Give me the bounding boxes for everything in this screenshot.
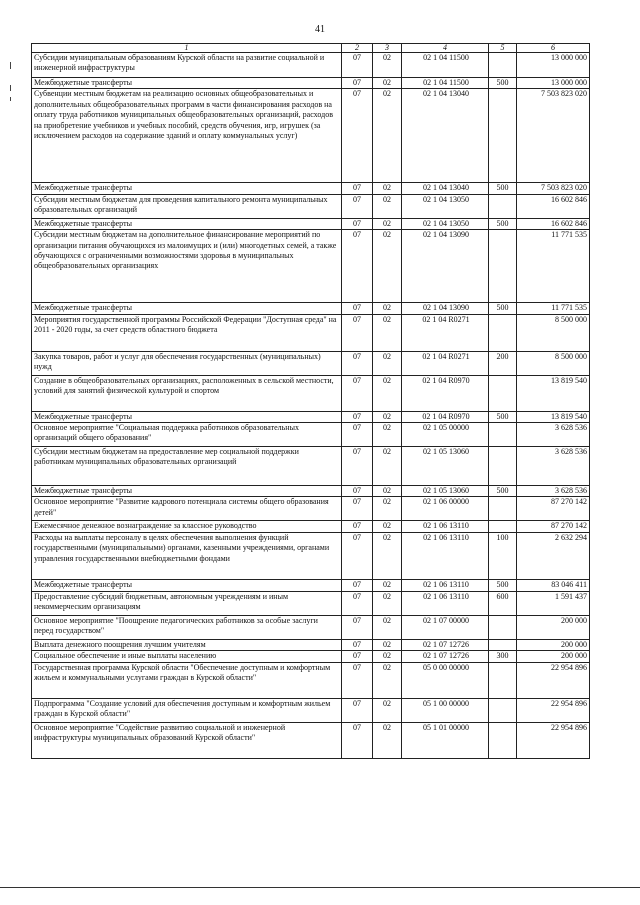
row-subsection: 02 <box>373 591 402 615</box>
row-target-code: 02 1 05 00000 <box>402 423 489 447</box>
row-section: 07 <box>342 591 373 615</box>
row-expense-kind <box>489 698 517 722</box>
row-section: 07 <box>342 651 373 662</box>
column-header: 5 <box>489 44 517 53</box>
row-name: Межбюджетные трансферты <box>32 78 342 89</box>
row-subsection: 02 <box>373 698 402 722</box>
row-section: 07 <box>342 447 373 486</box>
row-expense-kind <box>489 447 517 486</box>
row-subsection: 02 <box>373 89 402 183</box>
row-target-code: 02 1 04 R0271 <box>402 351 489 375</box>
row-name: Субвенции местным бюджетам на реализацию основных общеобразовательных и дополнительных общеобразовательных программ в части финансирования расходов на оплату труда работников муниципальных общеобразовательных организаций, расходов на приобретение учебников и учебных пособий, средств обучения, игр, игрушек (за исключением расходов на содержание зданий и оплату коммунальных услуг) <box>32 89 342 183</box>
row-name: Мероприятия государственной программы Российской Федерации "Доступная среда" на 2011 - 2020 годы, за счет средств областного бюджета <box>32 314 342 351</box>
row-subsection: 02 <box>373 423 402 447</box>
row-target-code: 02 1 06 13110 <box>402 579 489 591</box>
row-expense-kind <box>489 615 517 639</box>
column-header: 2 <box>342 44 373 53</box>
row-expense-kind <box>489 423 517 447</box>
row-expense-kind: 200 <box>489 351 517 375</box>
row-name: Субсидии местным бюджетам на предоставление мер социальной поддержки работникам муниципальных образовательных организаций <box>32 447 342 486</box>
row-expense-kind: 500 <box>489 78 517 89</box>
column-header: 4 <box>402 44 489 53</box>
row-subsection: 02 <box>373 411 402 422</box>
row-section: 07 <box>342 698 373 722</box>
row-amount: 1 591 437 <box>517 591 590 615</box>
table-row <box>32 579 590 591</box>
row-expense-kind <box>489 194 517 218</box>
margin-mark <box>10 62 11 69</box>
row-amount: 2 632 294 <box>517 532 590 579</box>
row-expense-kind <box>489 722 517 758</box>
row-subsection: 02 <box>373 230 402 303</box>
row-subsection: 02 <box>373 447 402 486</box>
row-expense-kind <box>489 89 517 183</box>
row-amount: 3 628 536 <box>517 486 590 497</box>
row-section: 07 <box>342 423 373 447</box>
row-amount: 3 628 536 <box>517 423 590 447</box>
row-subsection: 02 <box>373 521 402 532</box>
table-row <box>32 486 590 497</box>
row-expense-kind <box>489 230 517 303</box>
row-section: 07 <box>342 89 373 183</box>
row-section: 07 <box>342 532 373 579</box>
row-name: Ежемесячное денежное вознаграждение за классное руководство <box>32 521 342 532</box>
row-subsection: 02 <box>373 194 402 218</box>
row-name: Основное мероприятие "Развитие кадрового потенциала системы общего образования детей" <box>32 497 342 521</box>
row-amount: 83 046 411 <box>517 579 590 591</box>
row-amount: 8 500 000 <box>517 351 590 375</box>
row-subsection: 02 <box>373 351 402 375</box>
row-target-code: 02 1 07 00000 <box>402 615 489 639</box>
row-subsection: 02 <box>373 497 402 521</box>
row-name: Подпрограмма "Создание условий для обеспечения доступным и комфортным жильем граждан в Курской области" <box>32 698 342 722</box>
row-amount: 22 954 896 <box>517 698 590 722</box>
row-name: Государственная программа Курской области "Обеспечение доступным и комфортным жильем и коммунальными услугами граждан в Курской области" <box>32 662 342 698</box>
row-expense-kind <box>489 53 517 78</box>
row-expense-kind <box>489 639 517 650</box>
row-name: Закупка товаров, работ и услуг для обеспечения государственных (муниципальных) нужд <box>32 351 342 375</box>
row-target-code: 02 1 04 11500 <box>402 53 489 78</box>
row-amount: 200 000 <box>517 615 590 639</box>
table-header-row <box>32 44 590 53</box>
row-subsection: 02 <box>373 651 402 662</box>
row-target-code: 02 1 04 13050 <box>402 218 489 229</box>
row-subsection: 02 <box>373 314 402 351</box>
row-name: Социальное обеспечение и иные выплаты населению <box>32 651 342 662</box>
row-name: Основное мероприятие "Социальная поддержка работников образовательных организаций общего образования" <box>32 423 342 447</box>
table-row <box>32 722 590 758</box>
table-row <box>32 314 590 351</box>
margin-mark <box>10 97 11 101</box>
table-row <box>32 89 590 183</box>
row-expense-kind: 300 <box>489 651 517 662</box>
row-section: 07 <box>342 722 373 758</box>
row-expense-kind: 500 <box>489 579 517 591</box>
row-name: Межбюджетные трансферты <box>32 218 342 229</box>
row-amount: 22 954 896 <box>517 662 590 698</box>
row-target-code: 02 1 04 13090 <box>402 230 489 303</box>
row-target-code: 02 1 05 13060 <box>402 486 489 497</box>
table-row <box>32 447 590 486</box>
table-row <box>32 411 590 422</box>
row-subsection: 02 <box>373 662 402 698</box>
row-section: 07 <box>342 486 373 497</box>
row-subsection: 02 <box>373 218 402 229</box>
row-expense-kind <box>489 662 517 698</box>
page-number: 41 <box>315 24 325 35</box>
row-subsection: 02 <box>373 53 402 78</box>
row-amount: 200 000 <box>517 651 590 662</box>
row-target-code: 02 1 07 12726 <box>402 639 489 650</box>
row-target-code: 02 1 04 13090 <box>402 303 489 314</box>
row-amount: 8 500 000 <box>517 314 590 351</box>
row-expense-kind <box>489 521 517 532</box>
row-name: Субсидии муниципальным образованиям Курской области на развитие социальной и инженерной инфраструктуры <box>32 53 342 78</box>
row-target-code: 02 1 04 13040 <box>402 89 489 183</box>
row-expense-kind: 500 <box>489 218 517 229</box>
row-amount: 7 503 823 020 <box>517 89 590 183</box>
row-target-code: 02 1 04 13050 <box>402 194 489 218</box>
row-name: Создание в общеобразовательных организациях, расположенных в сельской местности, условий для занятий физической культурой и спортом <box>32 375 342 411</box>
row-target-code: 02 1 06 13110 <box>402 521 489 532</box>
row-section: 07 <box>342 497 373 521</box>
table-row <box>32 53 590 78</box>
row-subsection: 02 <box>373 722 402 758</box>
row-amount: 22 954 896 <box>517 722 590 758</box>
table-row <box>32 639 590 650</box>
row-section: 07 <box>342 78 373 89</box>
row-name: Межбюджетные трансферты <box>32 183 342 194</box>
row-section: 07 <box>342 183 373 194</box>
row-expense-kind: 500 <box>489 411 517 422</box>
footer-divider <box>0 887 640 888</box>
row-subsection: 02 <box>373 579 402 591</box>
row-expense-kind: 600 <box>489 591 517 615</box>
row-target-code: 02 1 04 11500 <box>402 78 489 89</box>
row-amount: 13 000 000 <box>517 78 590 89</box>
row-section: 07 <box>342 579 373 591</box>
row-amount: 16 602 846 <box>517 218 590 229</box>
row-expense-kind: 500 <box>489 486 517 497</box>
row-amount: 3 628 536 <box>517 447 590 486</box>
table-row <box>32 351 590 375</box>
row-subsection: 02 <box>373 639 402 650</box>
row-subsection: 02 <box>373 78 402 89</box>
row-section: 07 <box>342 303 373 314</box>
row-amount: 11 771 535 <box>517 303 590 314</box>
row-amount: 13 000 000 <box>517 53 590 78</box>
table-row <box>32 230 590 303</box>
row-name: Расходы на выплаты персоналу в целях обеспечения выполнения функций государственными (муниципальными) органами, казенными учреждениями, органами управления государственными внебюджетными фондами <box>32 532 342 579</box>
table-row <box>32 497 590 521</box>
row-name: Межбюджетные трансферты <box>32 303 342 314</box>
row-target-code: 02 1 07 12726 <box>402 651 489 662</box>
row-expense-kind <box>489 375 517 411</box>
row-name: Межбюджетные трансферты <box>32 486 342 497</box>
row-section: 07 <box>342 218 373 229</box>
row-amount: 11 771 535 <box>517 230 590 303</box>
row-name: Основное мероприятие "Содействие развитию социальной и инженерной инфраструктуры муниципальных образований Курской области" <box>32 722 342 758</box>
row-target-code: 02 1 04 R0271 <box>402 314 489 351</box>
table-row <box>32 698 590 722</box>
row-name: Межбюджетные трансферты <box>32 579 342 591</box>
row-section: 07 <box>342 411 373 422</box>
table-row <box>32 615 590 639</box>
margin-mark <box>10 85 11 91</box>
column-header: 6 <box>517 44 590 53</box>
row-expense-kind: 500 <box>489 183 517 194</box>
row-target-code: 05 1 00 00000 <box>402 698 489 722</box>
table-row <box>32 591 590 615</box>
row-name: Выплата денежного поощрения лучшим учителям <box>32 639 342 650</box>
row-amount: 200 000 <box>517 639 590 650</box>
row-section: 07 <box>342 314 373 351</box>
row-name: Межбюджетные трансферты <box>32 411 342 422</box>
table-row <box>32 183 590 194</box>
table-row <box>32 303 590 314</box>
row-amount: 13 819 540 <box>517 411 590 422</box>
row-section: 07 <box>342 53 373 78</box>
row-amount: 16 602 846 <box>517 194 590 218</box>
row-section: 07 <box>342 521 373 532</box>
table-body <box>32 53 590 759</box>
row-subsection: 02 <box>373 375 402 411</box>
row-target-code: 02 1 04 13040 <box>402 183 489 194</box>
table-row <box>32 651 590 662</box>
row-amount: 7 503 823 020 <box>517 183 590 194</box>
row-target-code: 02 1 06 13110 <box>402 532 489 579</box>
row-name: Субсидии местным бюджетам на дополнительное финансирование мероприятий по организации питания обучающихся из малоимущих и (или) многодетных семей, а также обучающихся с ограниченными возможностями здоровья в муниципальных общеобразовательных организациях <box>32 230 342 303</box>
table-row <box>32 375 590 411</box>
row-subsection: 02 <box>373 303 402 314</box>
row-target-code: 05 1 01 00000 <box>402 722 489 758</box>
row-target-code: 02 1 05 13060 <box>402 447 489 486</box>
row-target-code: 05 0 00 00000 <box>402 662 489 698</box>
row-subsection: 02 <box>373 615 402 639</box>
table-row <box>32 194 590 218</box>
row-subsection: 02 <box>373 183 402 194</box>
row-subsection: 02 <box>373 486 402 497</box>
row-target-code: 02 1 06 13110 <box>402 591 489 615</box>
row-section: 07 <box>342 615 373 639</box>
row-target-code: 02 1 06 00000 <box>402 497 489 521</box>
row-target-code: 02 1 04 R0970 <box>402 375 489 411</box>
row-target-code: 02 1 04 R0970 <box>402 411 489 422</box>
row-name: Субсидии местным бюджетам для проведения капитального ремонта муниципальных образовательных организаций <box>32 194 342 218</box>
row-expense-kind: 500 <box>489 303 517 314</box>
row-section: 07 <box>342 351 373 375</box>
column-header: 1 <box>32 44 342 53</box>
row-name: Основное мероприятие "Поощрение педагогических работников за особые заслуги перед государством" <box>32 615 342 639</box>
row-section: 07 <box>342 194 373 218</box>
column-header: 3 <box>373 44 402 53</box>
row-amount: 13 819 540 <box>517 375 590 411</box>
budget-table <box>31 43 590 759</box>
table-row <box>32 78 590 89</box>
table-row <box>32 423 590 447</box>
row-expense-kind: 100 <box>489 532 517 579</box>
table-row <box>32 532 590 579</box>
row-section: 07 <box>342 639 373 650</box>
table-row <box>32 218 590 229</box>
row-name: Предоставление субсидий бюджетным, автономным учреждениям и иным некоммерческим организациям <box>32 591 342 615</box>
row-expense-kind <box>489 497 517 521</box>
row-section: 07 <box>342 230 373 303</box>
row-amount: 87 270 142 <box>517 521 590 532</box>
row-subsection: 02 <box>373 532 402 579</box>
table-row <box>32 521 590 532</box>
row-section: 07 <box>342 662 373 698</box>
table-row <box>32 662 590 698</box>
row-amount: 87 270 142 <box>517 497 590 521</box>
row-expense-kind <box>489 314 517 351</box>
row-section: 07 <box>342 375 373 411</box>
